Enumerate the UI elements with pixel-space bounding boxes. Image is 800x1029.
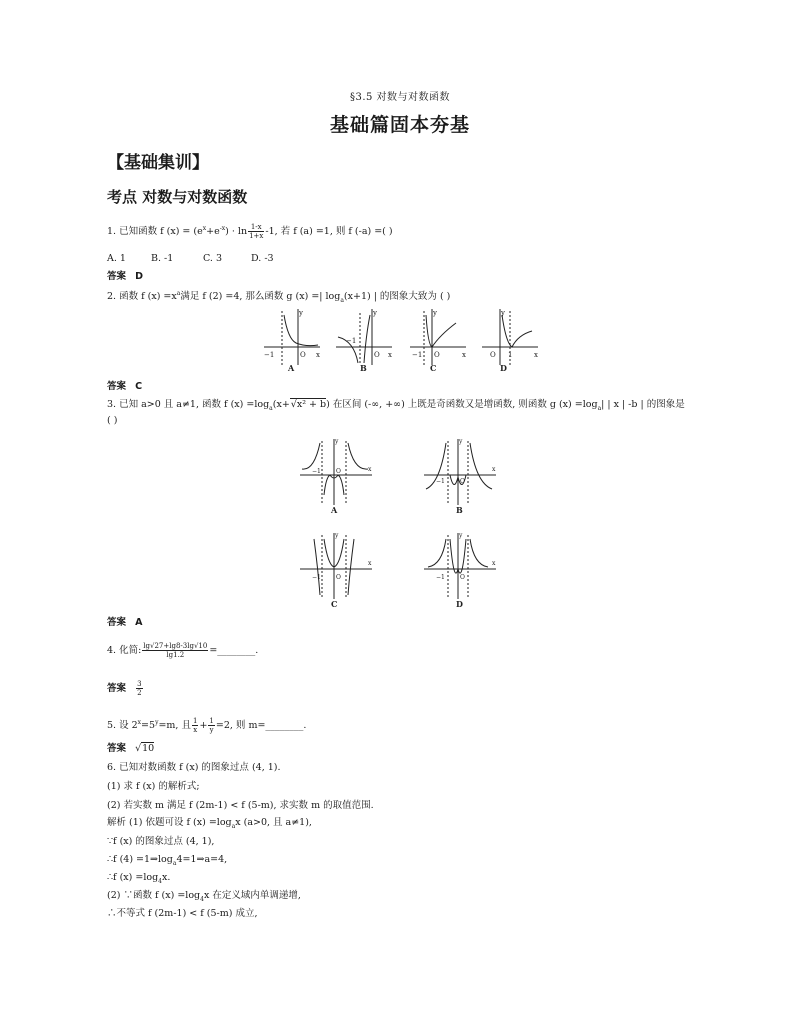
answer-3: 答案 A — [107, 617, 143, 628]
svg-text:x: x — [388, 351, 392, 359]
svg-text:y: y — [501, 309, 505, 317]
solution-line-5: (2) ∵函数 f $(x) =\log_4x$ 在定义域内单调递增, — [107, 890, 301, 903]
graph-label-a: A — [288, 363, 295, 373]
graph-label-d: D — [500, 363, 507, 373]
svg-text:O: O — [434, 351, 440, 359]
svg-text:y: y — [459, 438, 463, 445]
answer-4: 答案 $\frac{3}{2}$ — [107, 680, 142, 697]
subsection-title: 【基础集训】 — [107, 153, 209, 173]
graph-label-b: B — [360, 363, 367, 373]
svg-text:−1: −1 — [312, 468, 321, 475]
svg-text:x: x — [462, 351, 466, 359]
graph3-label-b: B — [456, 505, 463, 515]
topic-title: 考点 对数与对数函数 — [107, 188, 248, 206]
solution-line-1: 解析 (1) 依题可设 f $(x) =\log_ax$ (a>0, 且 a≠1), — [107, 817, 312, 830]
solution-line-2: ∵f (x) 的图象过点 (4, 1), — [107, 836, 215, 847]
page-title: 基础篇固本夯基 — [329, 114, 470, 136]
question-6: 6. 已知对数函数 f (x) 的图象过点 (4, 1). — [107, 762, 281, 773]
graph3-label-a: A — [331, 505, 338, 515]
svg-text:−1: −1 — [436, 478, 445, 485]
question-6-part-1: (1) 求 f (x) 的解析式; — [107, 781, 200, 792]
svg-text:x: x — [368, 466, 372, 473]
svg-text:x: x — [316, 351, 320, 359]
section-heading: §3.5 对数与对数函数 — [349, 92, 451, 103]
svg-text:O: O — [300, 351, 306, 359]
svg-text:O: O — [460, 478, 465, 485]
svg-text:−1: −1 — [436, 574, 445, 581]
svg-text:y: y — [335, 532, 339, 539]
answer-2: 答案 C — [107, 381, 143, 392]
svg-text:x: x — [534, 351, 538, 359]
svg-text:−1: −1 — [312, 574, 321, 581]
svg-text:−1: −1 — [264, 351, 275, 359]
svg-text:y: y — [299, 309, 303, 317]
svg-text:x: x — [368, 560, 372, 567]
answer-5: 答案 √10 — [107, 743, 155, 754]
question-1: 1. 已知函数 f $(x) = (e^x+e^{-x}) \cdot \ln$ $\frac{1-x}{1+x}$ -1, 若 f (a) =1, 则 f (-a) =( ) — [107, 223, 393, 241]
question-5: 5. 设 $2^x=5^y=m$, 且 $\frac{1}{x}$ + $\frac{1}{y}$ =2, 则 m=________. — [107, 717, 307, 735]
svg-text:x: x — [492, 560, 496, 567]
solution-line-3: ∴f $(4) =1\Rightarrow\log_a4=1\Rightarrow a=4$, — [107, 854, 228, 867]
solution-line-6: ∴不等式 f (2m-1) < f (5-m) 成立, — [107, 908, 258, 919]
svg-text:O: O — [336, 574, 341, 581]
svg-text:y: y — [459, 532, 463, 539]
question-2: 2. 函数 f $(x) =x^a$满足 f (2) =4, 那么函数 g (x) =| $\log_a(x+1)$ | 的图象大致为 ( ) — [107, 290, 451, 305]
svg-text:y: y — [433, 309, 437, 317]
question-3-paren: ( ) — [107, 415, 118, 426]
svg-text:O: O — [374, 351, 380, 359]
svg-text:1: 1 — [508, 351, 513, 359]
svg-text:y: y — [373, 309, 377, 317]
question-1-options: A. 1 B. -1 C. 3 D. -3 — [107, 253, 274, 264]
svg-text:O: O — [460, 574, 465, 581]
svg-text:−1: −1 — [412, 351, 423, 359]
question-6-part-2: (2) 若实数 m 满足 f (2m-1) < f (5-m), 求实数 m 的取值范围. — [107, 800, 374, 811]
svg-text:x: x — [492, 466, 496, 473]
answer-1: 答案 D — [107, 271, 143, 282]
svg-text:y: y — [335, 438, 339, 445]
svg-text:O: O — [490, 351, 496, 359]
svg-text:−1: −1 — [346, 337, 357, 345]
question-3-graphs — [298, 435, 498, 611]
question-4: 4. 化简: $\frac{\lg√27+\lg 8-3\lg√10}{\lg 1.2}$ =________. — [107, 642, 259, 659]
graph3-label-d: D — [456, 599, 463, 609]
solution-line-4: ∴f $(x) =\log_4x$. — [107, 872, 171, 885]
svg-text:O: O — [336, 468, 341, 475]
question-3: 3. 已知 a>0 且 a≠1, 函数 f $(x) =\log_a(x+√x^2 + b)$ 在区间 (-∞, +∞) 上既是奇函数又是增函数, 则函数 g $(x) =\log_a|$ | x | -b | 的图象是 — [107, 399, 685, 412]
graph-label-c: C — [430, 363, 437, 373]
question-2-graphs — [262, 305, 544, 375]
graph3-label-c: C — [331, 599, 338, 609]
